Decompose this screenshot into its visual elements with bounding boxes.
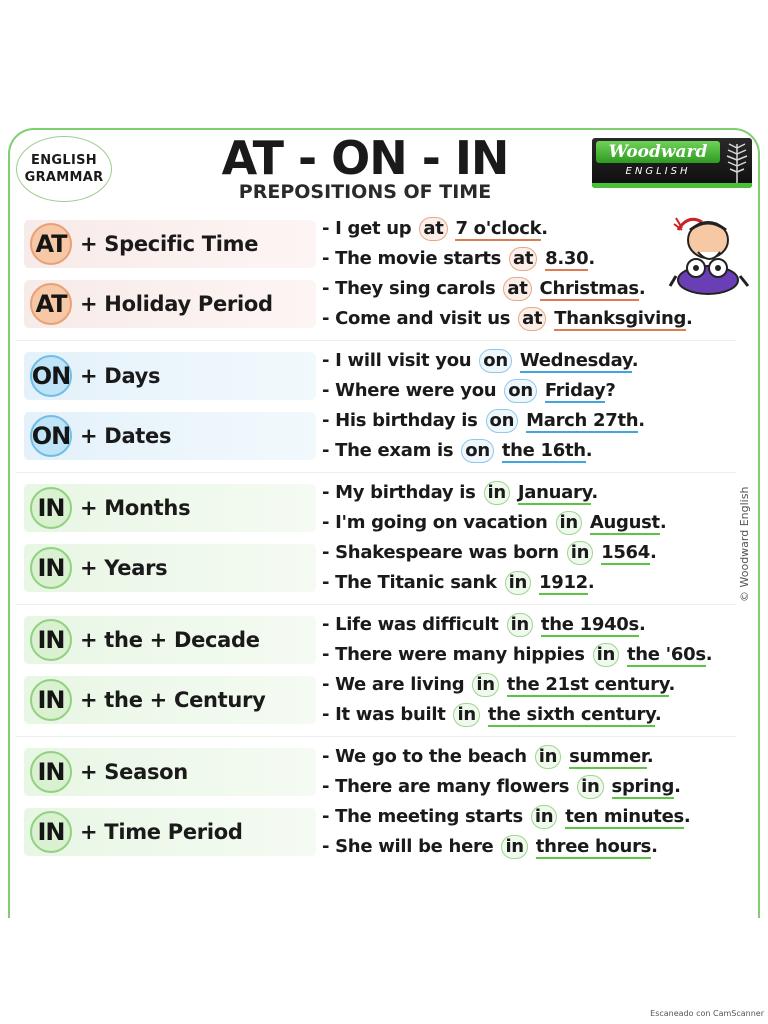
sentence-start: - We are living	[322, 674, 465, 695]
page-subtitle: PREPOSITIONS OF TIME	[238, 181, 492, 203]
rule-section	[16, 346, 736, 405]
preposition-highlight: on	[486, 409, 519, 433]
preposition-highlight: at	[419, 217, 447, 241]
example-list	[322, 346, 742, 405]
preposition-highlight: in	[531, 805, 557, 829]
time-expression: the 1940s	[540, 614, 639, 635]
time-expression: Friday	[544, 379, 606, 401]
preposition-highlight: at	[503, 277, 531, 301]
sentence-end: .	[646, 746, 654, 767]
time-expression: August	[589, 511, 660, 533]
time-expression: three hours	[535, 835, 652, 857]
example-sentence	[322, 802, 742, 832]
rule-label	[24, 616, 316, 664]
example-sentence	[322, 436, 742, 466]
sentence-end: .	[638, 410, 645, 431]
preposition-highlight: on	[479, 349, 512, 373]
time-expression: Wednesday	[519, 350, 632, 371]
rule-text: + Time Period	[80, 820, 243, 844]
rule-label	[24, 412, 316, 460]
example-sentence	[322, 274, 742, 304]
time-expression: January	[517, 482, 592, 503]
rule-text: + Dates	[80, 424, 172, 448]
preposition-highlight: in	[556, 511, 582, 535]
preposition-circle: IN	[30, 547, 72, 589]
example-sentence	[322, 406, 742, 436]
example-list	[322, 274, 742, 333]
sentence-end: .	[668, 674, 676, 695]
preposition-highlight: in	[577, 775, 603, 799]
rule-section	[16, 742, 736, 801]
preposition-highlight: in	[453, 703, 479, 727]
preposition-highlight: in	[484, 481, 510, 505]
preposition-highlight: at	[518, 307, 546, 331]
english-grammar-badge	[16, 136, 112, 202]
rule-section	[16, 538, 736, 597]
sentence-start: - Come and visit us	[322, 307, 511, 329]
preposition-highlight: in	[501, 835, 527, 859]
preposition-highlight: in	[507, 613, 533, 637]
sentence-start: - She will be here	[322, 835, 494, 857]
preposition-circle: IN	[30, 619, 72, 661]
sentence-start: - I get up	[322, 218, 412, 239]
preposition-highlight: on	[461, 439, 494, 463]
sentence-end: ?	[605, 379, 616, 401]
time-expression: summer	[569, 746, 647, 767]
sentence-end: .	[659, 511, 667, 533]
time-expression: ten minutes	[565, 806, 684, 827]
page-title: AT - ON - IN	[221, 131, 509, 185]
rule-section	[16, 274, 736, 333]
preposition-circle: ON	[30, 415, 72, 457]
time-expression: the '60s	[626, 643, 706, 665]
rule-label	[24, 220, 316, 268]
time-expression: Thanksgiving	[554, 307, 687, 329]
sentence-start: - Shakespeare was born	[322, 542, 559, 563]
rule-text: + Years	[80, 556, 168, 580]
sentence-start: - Life was difficult	[322, 614, 499, 635]
preposition-circle: AT	[30, 223, 72, 265]
example-sentence	[322, 742, 742, 772]
preposition-circle: IN	[30, 487, 72, 529]
rule-label	[24, 544, 316, 592]
example-list	[322, 670, 742, 729]
rule-label	[24, 484, 316, 532]
preposition-circle: IN	[30, 811, 72, 853]
time-expression: Christmas	[539, 278, 639, 299]
badge-line-2: GRAMMAR	[24, 170, 104, 185]
rule-text: + the + Century	[80, 688, 266, 712]
rule-text: + Holiday Period	[80, 292, 273, 316]
rule-text: + Months	[80, 496, 191, 520]
fern-icon	[724, 140, 750, 184]
preposition-highlight: in	[505, 571, 531, 595]
sentence-end: .	[651, 835, 658, 857]
rule-section	[16, 802, 736, 861]
time-expression: 1564	[601, 542, 650, 563]
sentence-start: - His birthday is	[322, 410, 478, 431]
preposition-highlight: in	[593, 643, 619, 667]
time-expression: spring	[611, 775, 675, 797]
rule-label	[24, 280, 316, 328]
sentence-start: - I will visit you	[322, 350, 472, 371]
section-divider	[16, 736, 736, 737]
sentence-start: - The Titanic sank	[322, 571, 497, 593]
sentence-start: - The movie starts	[322, 247, 502, 269]
sentence-end: .	[683, 806, 691, 827]
preposition-highlight: on	[504, 379, 537, 403]
preposition-highlight: in	[535, 745, 561, 769]
example-list	[322, 406, 742, 465]
sentence-end: .	[631, 350, 639, 371]
section-divider	[16, 340, 736, 341]
rule-label	[24, 352, 316, 400]
sentence-start: - My birthday is	[322, 482, 476, 503]
woodward-logo	[592, 138, 752, 188]
sentence-start: - There were many hippies	[322, 643, 585, 665]
sentence-start: - Where were you	[322, 379, 497, 401]
rule-section	[16, 406, 736, 465]
section-divider	[16, 472, 736, 473]
sentence-end: .	[686, 307, 693, 329]
example-list	[322, 742, 742, 801]
sentence-end: .	[591, 482, 598, 503]
sentence-end: .	[705, 643, 713, 665]
badge-line-1: ENGLISH	[31, 153, 97, 168]
example-list	[322, 214, 742, 273]
rule-text: + Specific Time	[80, 232, 259, 256]
sentence-start: - There are many flowers	[322, 775, 570, 797]
sentence-start: - It was built	[322, 703, 446, 725]
example-sentence	[322, 568, 742, 598]
example-sentence	[322, 214, 742, 244]
time-expression: the 16th	[501, 439, 586, 461]
example-sentence	[322, 832, 742, 862]
preposition-circle: IN	[30, 751, 72, 793]
sentence-end: .	[587, 571, 595, 593]
scanner-note: Escaneado con CamScanner	[650, 1009, 764, 1018]
sentence-end: .	[638, 614, 646, 635]
example-sentence	[322, 772, 742, 802]
sentence-start: - I'm going on vacation	[322, 511, 548, 533]
example-sentence	[322, 700, 742, 730]
sentence-end: .	[588, 247, 595, 269]
rule-text: + Season	[80, 760, 188, 784]
example-sentence	[322, 304, 742, 334]
preposition-circle: AT	[30, 283, 72, 325]
preposition-highlight: in	[472, 673, 498, 697]
rule-text: + Days	[80, 364, 161, 388]
preposition-highlight: at	[509, 247, 537, 271]
sentence-start: - We go to the beach	[322, 746, 527, 767]
rule-section	[16, 610, 736, 669]
rule-text: + the + Decade	[80, 628, 260, 652]
example-list	[322, 610, 742, 669]
sentence-end: .	[674, 775, 681, 797]
sentence-end: .	[650, 542, 657, 563]
example-list	[322, 802, 742, 861]
preposition-circle: IN	[30, 679, 72, 721]
example-sentence	[322, 376, 742, 406]
rule-section	[16, 214, 736, 273]
sentence-start: - The meeting starts	[322, 806, 523, 827]
logo-green-bar	[592, 183, 752, 188]
example-sentence	[322, 610, 742, 640]
rule-section	[16, 670, 736, 729]
example-sentence	[322, 640, 742, 670]
example-list	[322, 478, 742, 537]
preposition-highlight: in	[567, 541, 593, 565]
time-expression: 8.30	[545, 247, 589, 269]
example-sentence	[322, 478, 742, 508]
sentence-end: .	[654, 703, 662, 725]
time-expression: March 27th	[526, 410, 639, 431]
logo-wordmark: Woodward	[596, 141, 720, 163]
rule-label	[24, 748, 316, 796]
preposition-circle: ON	[30, 355, 72, 397]
example-sentence	[322, 508, 742, 538]
sentence-start: - They sing carols	[322, 278, 496, 299]
example-sentence	[322, 670, 742, 700]
sentence-end: .	[585, 439, 593, 461]
example-sentence	[322, 346, 742, 376]
time-expression: 1912	[539, 571, 588, 593]
section-divider	[16, 604, 736, 605]
time-expression: 7 o'clock	[455, 218, 542, 239]
sentence-end: .	[638, 278, 646, 299]
logo-subtext: ENGLISH	[625, 166, 691, 177]
copyright-watermark: © Woodward English	[738, 486, 751, 602]
time-expression: the sixth century	[487, 703, 655, 725]
rule-label	[24, 808, 316, 856]
example-list	[322, 538, 742, 597]
example-sentence	[322, 538, 742, 568]
sentence-start: - The exam is	[322, 439, 454, 461]
sentence-end: .	[541, 218, 548, 239]
time-expression: the 21st century	[506, 674, 669, 695]
example-sentence	[322, 244, 742, 274]
rule-section	[16, 478, 736, 537]
rule-label	[24, 676, 316, 724]
